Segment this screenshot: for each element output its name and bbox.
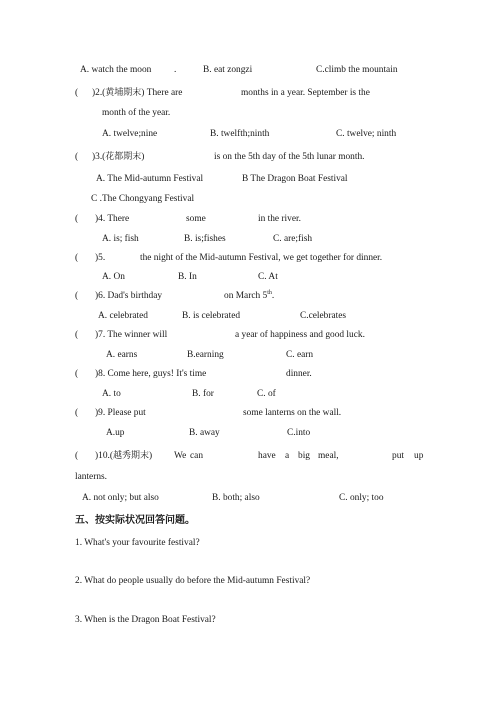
q2-source-tag: 黄埔期末 bbox=[105, 88, 142, 98]
q8-paren-open: ( bbox=[75, 369, 79, 379]
q8-stem-rest: dinner. bbox=[286, 369, 312, 379]
q10-word-big: big bbox=[298, 451, 310, 461]
q5-paren-close: ) bbox=[95, 253, 99, 263]
q3-after-tag: ) bbox=[141, 152, 145, 162]
q2-option-b: B. twelfth;ninth bbox=[210, 129, 270, 139]
q2-after-tag: ) There are bbox=[141, 88, 183, 98]
q9-stem bbox=[95, 409, 146, 418]
q10-word-meal: meal, bbox=[318, 451, 339, 461]
q4-stem-mid: some bbox=[186, 214, 206, 224]
q7-paren-close: ) bbox=[95, 330, 99, 340]
q9-stem-rest: some lanterns on the wall. bbox=[243, 408, 342, 418]
q4-paren-close: ) bbox=[95, 214, 99, 224]
q5-option-a: A. On bbox=[102, 272, 125, 282]
q9-option-a: A.up bbox=[106, 428, 125, 438]
q7-prefix: 7. The winner will bbox=[98, 330, 168, 340]
q5-paren-open: ( bbox=[75, 253, 79, 263]
q3-prefix: 3.( bbox=[95, 152, 106, 162]
q8-option-c: C. of bbox=[257, 389, 276, 399]
q10-line2: lanterns. bbox=[75, 472, 108, 482]
q10-prefix: 10.( bbox=[98, 451, 113, 461]
q7-stem bbox=[95, 331, 167, 340]
q3-stem bbox=[92, 153, 144, 162]
q1-option-a-dot: . bbox=[174, 65, 177, 75]
q7-option-a: A. earns bbox=[106, 350, 138, 360]
q10-paren-open: ( bbox=[75, 451, 79, 461]
q7-option-c: C. earn bbox=[286, 350, 314, 360]
q10-stem bbox=[95, 452, 152, 461]
q4-stem-rest: in the river. bbox=[258, 214, 301, 224]
q10-word-can: can bbox=[190, 451, 204, 461]
q4-paren-open: ( bbox=[75, 214, 79, 224]
section5-question-3: 3. When is the Dragon Boat Festival? bbox=[75, 615, 216, 625]
q2-option-a: A. twelve;nine bbox=[102, 129, 158, 139]
q10-source-tag: 越秀期末 bbox=[112, 451, 149, 461]
q4-option-b: B. is;fishes bbox=[184, 234, 226, 244]
q10-word-we: We bbox=[174, 451, 187, 461]
q8-prefix: 8. Come here, guys! It's time bbox=[98, 369, 207, 379]
q3-stem-rest: is on the 5th day of the 5th lunar month. bbox=[214, 152, 365, 162]
q10-word-put: put bbox=[392, 451, 404, 461]
q6-end: . bbox=[271, 291, 275, 301]
q6-date: on March 5 bbox=[224, 291, 268, 301]
q2-line2: month of the year. bbox=[102, 108, 171, 118]
q2-stem bbox=[92, 89, 182, 98]
q1-option-b: B. eat zongzi bbox=[203, 65, 253, 75]
q9-prefix: 9. Please put bbox=[98, 408, 146, 418]
q6-prefix: 6. Dad's birthday bbox=[98, 291, 163, 301]
q1-option-c: C.climb the mountain bbox=[316, 65, 398, 75]
section5-question-1: 1. What's your favourite festival? bbox=[75, 538, 200, 548]
q10-word-have: have bbox=[258, 451, 276, 461]
q1-option-a: A. watch the moon bbox=[80, 65, 152, 75]
q4-option-c: C. are;fish bbox=[273, 234, 313, 244]
q8-option-b: B. for bbox=[192, 389, 214, 399]
q6-option-b: B. is celebrated bbox=[182, 311, 241, 321]
q3-option-a: A. The Mid-autumn Festival bbox=[96, 174, 204, 184]
q6-stem bbox=[95, 292, 162, 301]
q10-option-a: A. not only; but also bbox=[82, 493, 159, 503]
q4-stem bbox=[95, 215, 129, 224]
q4-prefix: 4. There bbox=[98, 214, 130, 224]
q9-paren-close: ) bbox=[95, 408, 99, 418]
q5-option-b: B. In bbox=[178, 272, 197, 282]
q2-option-c: C. twelve; ninth bbox=[336, 129, 397, 139]
q2-paren-open: ( bbox=[75, 88, 79, 98]
q10-after-tag: ) bbox=[148, 451, 153, 461]
q9-paren-open: ( bbox=[75, 408, 79, 418]
q9-option-c: C.into bbox=[287, 428, 311, 438]
q10-option-b: B. both; also bbox=[212, 493, 260, 503]
q5-option-c: C. At bbox=[258, 272, 278, 282]
section-heading: 五、按实际状况回答问题。 bbox=[75, 515, 195, 526]
q4-option-a: A. is; fish bbox=[102, 234, 139, 244]
q6-paren-open: ( bbox=[75, 291, 79, 301]
q6-stem-rest bbox=[224, 289, 275, 301]
q5-stem-rest: the night of the Mid-autumn Festival, we get together for dinner. bbox=[140, 253, 383, 263]
q6-option-a: A. celebrated bbox=[98, 311, 148, 321]
q7-paren-open: ( bbox=[75, 330, 79, 340]
q10-paren-close: ) bbox=[95, 451, 99, 461]
q7-option-b: B.earning bbox=[187, 350, 224, 360]
section5-question-2: 2. What do people usually do before the Mid-autumn Festival? bbox=[75, 576, 311, 586]
q2-stem-rest: months in a year. September is the bbox=[241, 88, 370, 98]
q10-option-c: C. only; too bbox=[339, 493, 384, 503]
q3-option-c: C .The Chongyang Festival bbox=[91, 194, 195, 204]
q5-prefix: 5. bbox=[98, 253, 106, 263]
q6-date-suffix: th bbox=[267, 289, 272, 296]
q8-paren-close: ) bbox=[95, 369, 99, 379]
q3-source-tag: 花都期末 bbox=[105, 152, 142, 162]
q9-option-b: B. away bbox=[189, 428, 220, 438]
q10-word-up: up bbox=[414, 451, 424, 461]
q6-paren-close: ) bbox=[95, 291, 99, 301]
q2-paren-close: ) bbox=[92, 88, 96, 98]
q8-stem bbox=[95, 370, 206, 379]
q7-stem-rest: a year of happiness and good luck. bbox=[235, 330, 365, 340]
q3-paren-close: ) bbox=[92, 152, 96, 162]
q8-option-a: A. to bbox=[102, 389, 121, 399]
q3-paren-open: ( bbox=[75, 152, 79, 162]
q5-stem bbox=[95, 254, 105, 263]
q3-option-b: B The Dragon Boat Festival bbox=[242, 174, 348, 184]
q6-option-c: C.celebrates bbox=[300, 311, 347, 321]
q10-word-a: a bbox=[285, 451, 290, 461]
q2-prefix: 2.( bbox=[95, 88, 106, 98]
